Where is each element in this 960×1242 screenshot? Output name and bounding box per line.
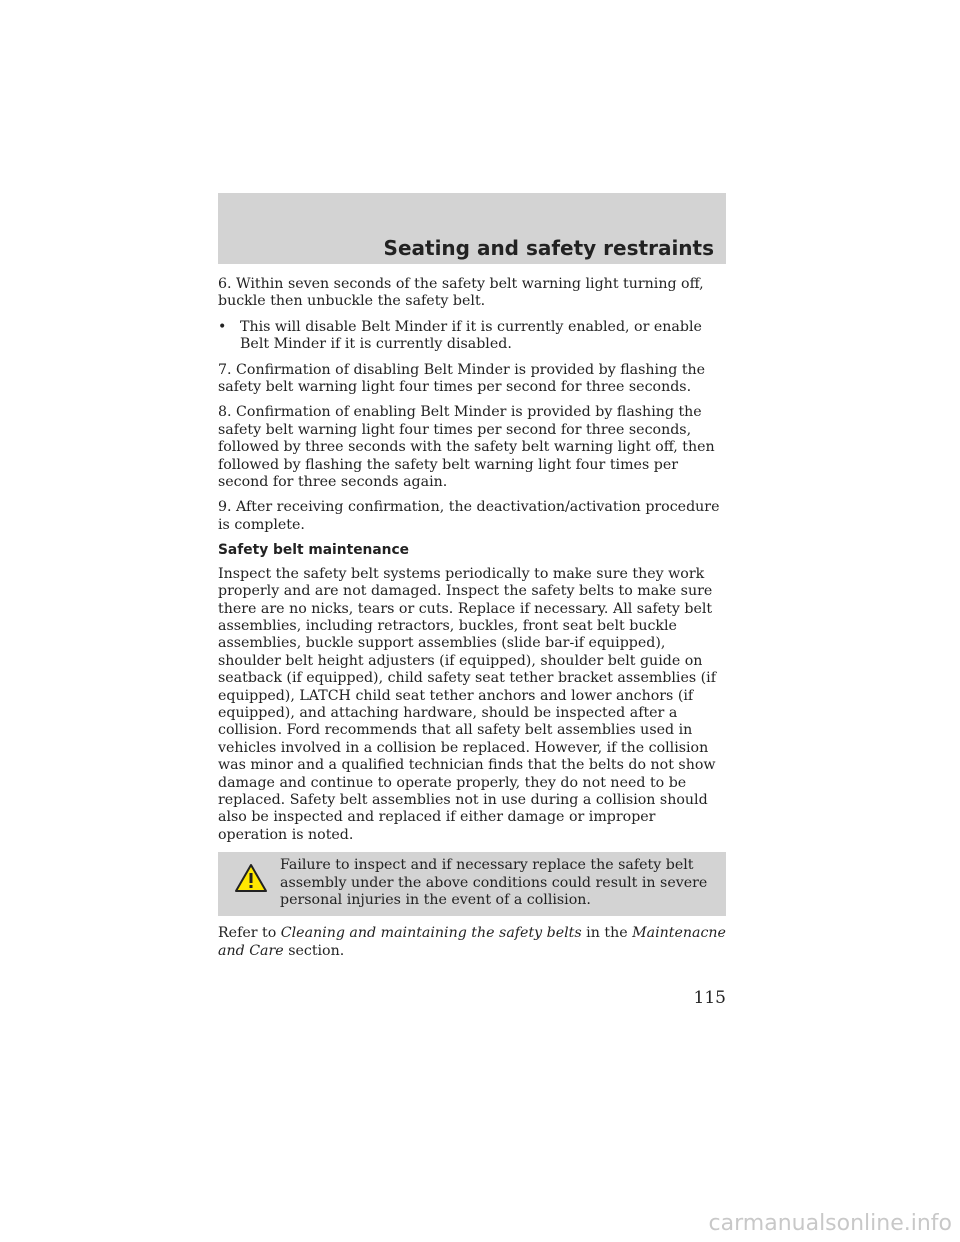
- warning-text: Failure to inspect and if necessary replace the safety belt assembly under the above conditions could result in severe personal injuries in the event of a collision.: [280, 857, 708, 908]
- reference-middle: in the: [581, 925, 633, 942]
- section-header-band: [218, 193, 726, 264]
- reference-topic: Cleaning and maintaining the safety belts: [280, 925, 582, 942]
- reference-suffix: section.: [283, 942, 345, 959]
- warning-triangle-icon: [234, 863, 268, 893]
- reference-section: Maintenacne and Care: [218, 925, 726, 959]
- bullet-text: This will disable Belt Minder if it is currently enabled, or enable Belt Minder if it is currently disabled.: [240, 318, 702, 353]
- page-number: 115: [693, 988, 726, 1008]
- page-content: [218, 276, 726, 968]
- step-6-paragraph: 6. Within seven seconds of the safety belt warning light turning off, buckle then unbuckle the safety belt.: [218, 276, 704, 310]
- step-9-paragraph: 9. After receiving confirmation, the deactivation/activation procedure is complete.: [218, 499, 720, 533]
- footer-watermark: carmanualsonline.info: [708, 1211, 952, 1236]
- maintenance-paragraph: Inspect the safety belt systems periodically to make sure they work properly and are not damaged. Inspect the safety belts to make sure there are no nicks, tears or cuts. Replace if necessary. All safety belt assemblies, including retractors, buckles, front seat belt buckle assemblies, buckle support assemblies (slide bar-if equipped), shoulder belt height adjusters (if equipped), shoulder belt guide on seatback (if equipped), child safety seat tether bracket assemblies (if equipped), LATCH child seat tether anchors and lower anchors (if equipped), and attaching hardware, should be inspected after a collision. Ford recommends that all safety belt assemblies used in vehicles involved in a collision be replaced. However, if the collision was minor and a qualified technician finds that the belts do not show damage and continue to operate properly, they do not need to be replaced. Safety belt assemblies not in use during a collision should also be inspected and replaced if either damage or improper operation is noted.: [218, 565, 716, 843]
- reference-prefix: Refer to: [218, 925, 281, 942]
- section-heading: Safety belt maintenance: [218, 542, 410, 559]
- warning-box: [218, 852, 726, 916]
- bullet-item: [218, 319, 726, 354]
- bullet-glyph: •: [218, 318, 227, 335]
- step-8-paragraph: 8. Confirmation of enabling Belt Minder is provided by flashing the safety belt warning light four times per second for three seconds, followed by three seconds with the safety belt warning light off, then followed by flashing the safety belt warning light four times per second for three seconds again.: [218, 404, 715, 491]
- reference-line: [218, 925, 726, 960]
- section-title: Seating and safety restraints: [383, 236, 714, 260]
- step-7-paragraph: 7. Confirmation of disabling Belt Minder is provided by flashing the safety belt warning light four times per second for three seconds.: [218, 361, 706, 396]
